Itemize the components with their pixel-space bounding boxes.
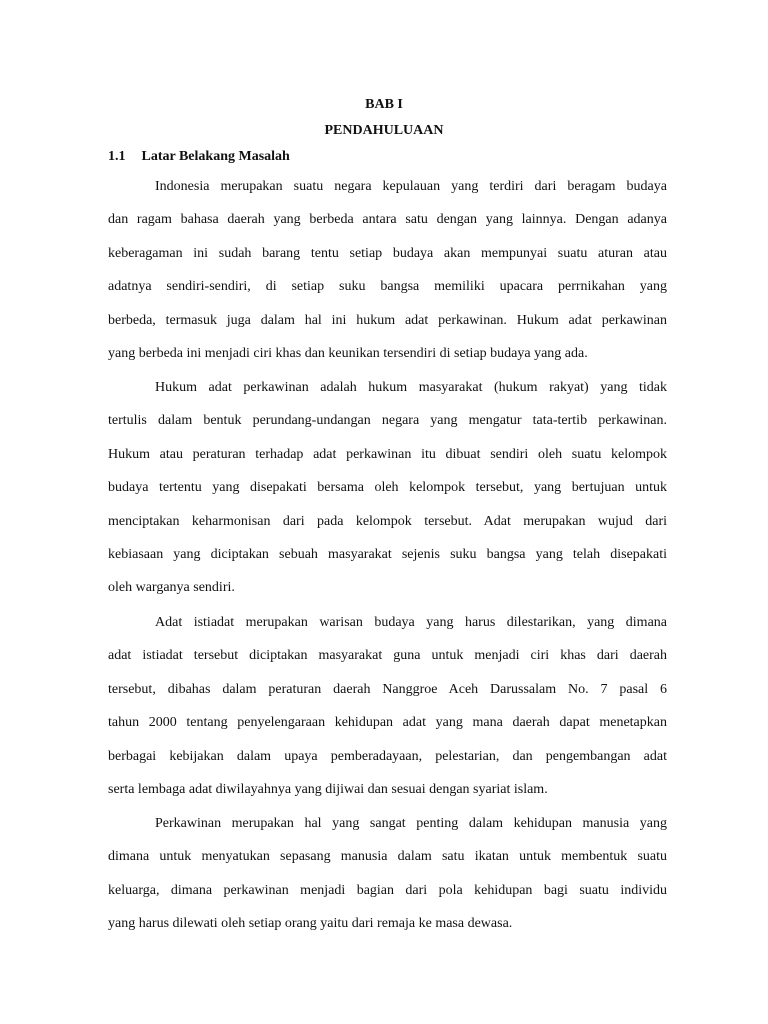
paragraph-line: kebiasaan yang diciptakan sebuah masyarakat sejenis suku bangsa yang telah disepakati	[108, 546, 667, 562]
paragraph-line: Perkawinan merupakan hal yang sangat penting dalam kehidupan manusia yang	[155, 816, 667, 831]
paragraph-line: keberagaman ini sudah barang tentu setiap budaya akan mempunyai suatu aturan atau	[108, 245, 667, 261]
paragraph-line: Hukum atau peraturan terhadap adat perkawinan itu dibuat sendiri oleh suatu kelompok	[108, 446, 667, 462]
paragraph-line: yang harus dilewati oleh setiap orang yaitu dari remaja ke masa dewasa.	[108, 916, 513, 932]
paragraph-line: Adat istiadat merupakan warisan budaya yang harus dilestarikan, yang dimana	[155, 615, 667, 630]
paragraph-3	[108, 606, 667, 806]
paragraph-line: oleh warganya sendiri.	[108, 580, 235, 596]
chapter-title: PENDAHULUAAN	[324, 123, 444, 138]
paragraph-4	[108, 807, 667, 941]
paragraph-line: tahun 2000 tentang penyelengaraan kehidupan adat yang mana daerah dapat menetapkan	[108, 715, 667, 731]
paragraph-line: dan ragam bahasa daerah yang berbeda antara satu dengan yang lainnya. Dengan adanya	[108, 212, 667, 228]
paragraph-line: menciptakan keharmonisan dari pada kelompok tersebut. Adat merupakan wujud dari	[108, 513, 667, 529]
paragraph-line: serta lembaga adat diwilayahnya yang dijiwai dan sesuai dengan syariat islam.	[108, 781, 548, 797]
paragraph-line: berbagai kebijakan dalam upaya pemberadayaan, pelestarian, dan pengembangan adat	[108, 748, 667, 764]
paragraph-line: tersebut, dibahas dalam peraturan daerah Nanggroe Aceh Darussalam No. 7 pasal 6	[108, 681, 667, 697]
paragraph-1	[108, 170, 667, 370]
section-number: 1.1	[108, 149, 126, 164]
section-title: Latar Belakang Masalah	[141, 149, 290, 164]
paragraph-line: dimana untuk menyatukan sepasang manusia dalam satu ikatan untuk membentuk suatu	[108, 849, 667, 865]
paragraph-line: berbeda, termasuk juga dalam hal ini hukum adat perkawinan. Hukum adat perkawinan	[108, 312, 667, 328]
paragraph-line: yang berbeda ini menjadi ciri khas dan keunikan tersendiri di setiap budaya yang ada.	[108, 345, 588, 361]
paragraph-line: tertulis dalam bentuk perundang-undangan negara yang mengatur tata-tertib perkawinan.	[108, 413, 667, 429]
paragraph-line: Indonesia merupakan suatu negara kepulauan yang terdiri dari beragam budaya	[155, 179, 667, 194]
chapter-label: BAB I	[365, 97, 403, 112]
paragraph-line: Hukum adat perkawinan adalah hukum masyarakat (hukum rakyat) yang tidak	[155, 380, 667, 395]
paragraph-line: adatnya sendiri-sendiri, di setiap suku bangsa memiliki upacara perrnikahan yang	[108, 279, 667, 295]
paragraph-line: adat istiadat tersebut diciptakan masyarakat guna untuk menjadi ciri khas dari daerah	[108, 648, 667, 664]
paragraph-line: budaya tertentu yang disepakati bersama oleh kelompok tersebut, yang bertujuan untuk	[108, 480, 667, 496]
paragraph-line: keluarga, dimana perkawinan menjadi bagian dari pola kehidupan bagi suatu individu	[108, 882, 667, 898]
section-heading	[108, 148, 290, 166]
paragraph-2	[108, 371, 667, 605]
